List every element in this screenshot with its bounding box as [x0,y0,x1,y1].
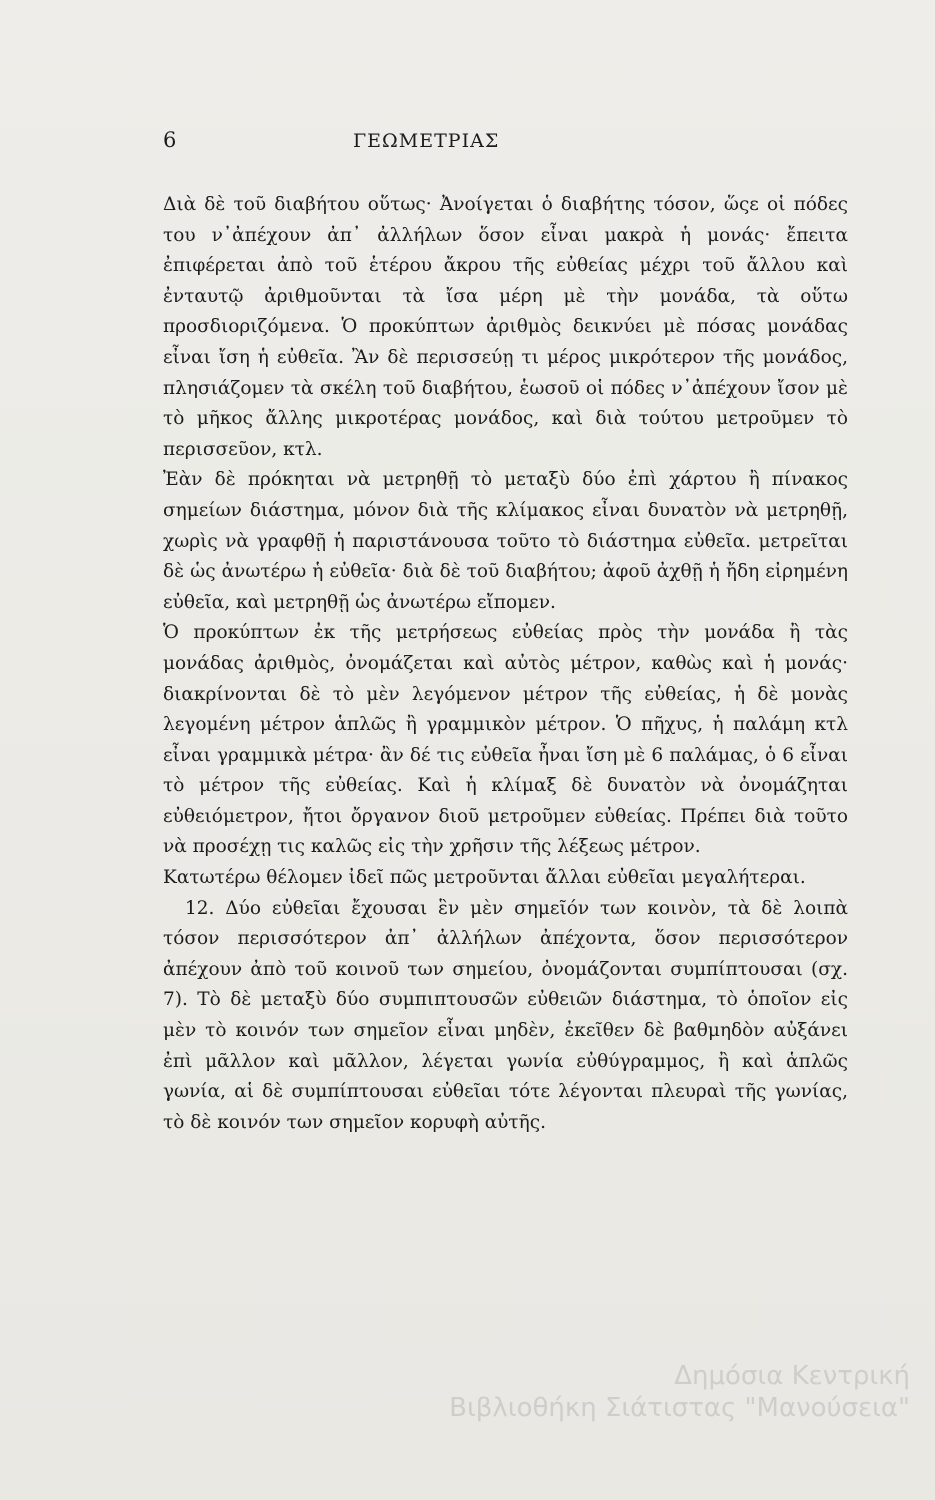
paragraph-measure-definition: Ὁ προκύπτων ἐκ τῆς μετρήσεως εὐθείας πρὸς τὴν μονάδα ἢ τὰς μονάδας ἀριθμὸς, ὀνομάζεται καὶ αὐτὸς μέτρον, καθὼς καὶ ἡ μονάς· διακρίνονται δὲ τὸ μὲν λεγόμενον μέτρον τῆς εὐθείας, ἡ δὲ μονὰς λεγομένη μέτρον ἁπλῶς ἢ γραμμικὸν μέτρον. Ὁ πῆχυς, ἡ παλάμη κτλ εἶναι γραμμικὰ μέτρα· ἂν δέ τις εὐθεῖα ἦναι ἴση μὲ 6 παλάμας, ὁ 6 εἶναι τὸ μέτρον τῆς εὐθείας. Καὶ ἡ κλίμαξ δὲ δυνατὸν νὰ ὀνομάζηται εὐθειόμετρον, ἤτοι ὄργανον διοῦ μετροῦμεν εὐθείας. Πρέπει διὰ τοῦτο νὰ προσέχῃ τις καλῶς εἰς τὴν χρῆσιν τῆς λέξεως μέτρον. [163,622,848,858]
page-header [163,128,763,158]
paragraph-section-12-angle: 12. Δύο εὐθεῖαι ἔχουσαι ἓν μὲν σημεῖόν των κοινὸν, τὰ δὲ λοιπὰ τόσον περισσότερον ἀπ᾽ ἀλλήλων ἀπέχοντα, ὅσον περισσότερον ἀπέχουν ἀπὸ τοῦ κοινοῦ των σημείου, ὀνομάζονται συμπίπτουσαι (σχ. 7). Τὸ δὲ μεταξὺ δύο συμπιπτουσῶν εὐθειῶν διάστημα, τὸ ὁποῖον εἰς μὲν τὸ κοινόν των σημεῖον εἶναι μηδὲν, ἐκεῖθεν δὲ βαθμηδὸν αὐξάνει ἐπὶ μᾶλλον καὶ μᾶλλον, λέγεται γωνία εὐθύγραμμος, ἢ καὶ ἁπλῶς γωνία, αἱ δὲ συμπίπτουσαι εὐθεῖαι τότε λέγονται πλευραὶ τῆς γωνίας, τὸ δὲ κοινόν των σημεῖον κορυφὴ αὐτῆς. [163,897,848,1133]
watermark-line-1: Δημόσια Κεντρική [674,1361,910,1391]
watermark-line-2: Βιβλιοθήκη Σιάτιστας "Μανούσεια" [449,1393,910,1423]
paragraph-map-distance: Ἐὰν δὲ πρόκηται νὰ μετρηθῇ τὸ μεταξὺ δύο ἐπὶ χάρτου ἢ πίνακος σημείων διάστημα, μόνον διὰ τῆς κλίμακος εἶναι δυνατὸν νὰ μετρηθῇ, χωρὶς νὰ γραφθῇ ἡ παριστάνουσα τοῦτο τὸ διάστημα εὐθεῖα. μετρεῖται δὲ ὡς ἀνωτέρω ἡ εὐθεῖα· διὰ δὲ τοῦ διαβήτου; ἀφοῦ ἀχθῇ ἡ ἤδη εἰρημένη εὐθεῖα, καὶ μετρηθῇ ὡς ἀνωτέρω εἴπομεν. [163,469,848,613]
body-text [163,190,848,1138]
paragraph-compass-method: Διὰ δὲ τοῦ διαβήτου οὕτως· Ἀνοίγεται ὁ διαβήτης τόσον, ὥςε οἱ πόδες του ν᾽ἀπέχουν ἀπ᾽ ἀλλήλων ὅσον εἶναι μακρὰ ἡ μονάς· ἔπειτα ἐπιφέρεται ἀπὸ τοῦ ἑτέρου ἄκρου τῆς εὐθείας μέχρι τοῦ ἄλλου καὶ ἐνταυτῷ ἀριθμοῦνται τὰ ἴσα μέρη μὲ τὴν μονάδα, τὰ οὕτω προσδιοριζόμενα. Ὁ προκύπτων ἀριθμὸς δεικνύει μὲ πόσας μονάδας εἶναι ἴση ἡ εὐθεῖα. Ἂν δὲ περισσεύῃ τι μέρος μικρότερον τῆς μονάδος, πλησιάζομεν τὰ σκέλη τοῦ διαβήτου, ἑωσοῦ οἱ πόδες ν᾽ἀπέχουν ἴσον μὲ τὸ μῆκος ἄλλης μικροτέρας μονάδος, καὶ διὰ τούτου μετροῦμεν τὸ περισσεῦον, κτλ. [163,194,848,460]
paragraph-larger-lines: Κατωτέρω θέλομεν ἰδεῖ πῶς μετροῦνται ἄλλαι εὐθεῖαι μεγαλήτεραι. [163,867,806,889]
page-number: 6 [163,128,177,152]
running-head: ΓΕΩΜΕΤΡΙΑΣ [353,130,500,152]
